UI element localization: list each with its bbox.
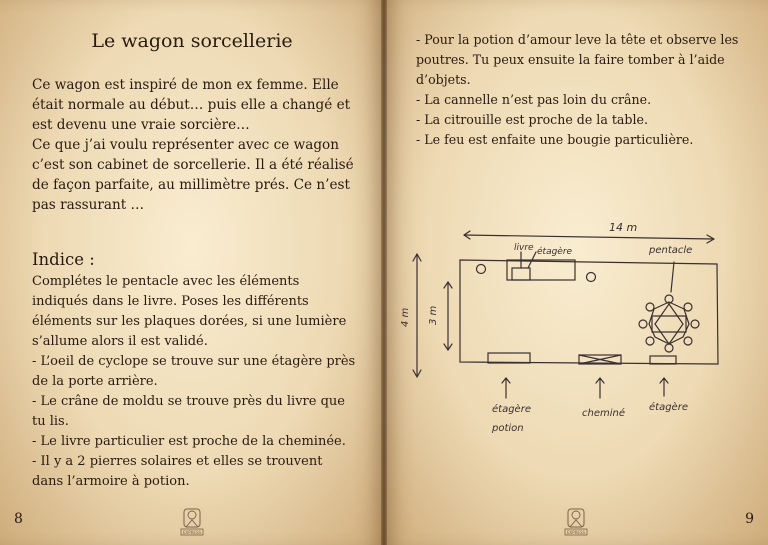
circle-marker <box>477 265 486 274</box>
indice-line: - Le crâne de moldu se trouve près du livre que tu lis. <box>32 394 345 429</box>
logo-text: EXPRESS <box>566 530 586 535</box>
intro-text <box>32 75 362 215</box>
book-gutter <box>381 0 387 545</box>
potion-shelf <box>488 353 530 363</box>
hint-line: - Pour la potion d’amour leve la tête et observe les poutres. Tu peux ensuite la faire tomber à l’aide d’objets. <box>416 32 739 87</box>
cheminee-label: cheminé <box>582 408 625 419</box>
logo-text: EXPRESS <box>182 530 202 535</box>
right-page <box>384 0 768 545</box>
book-shape <box>512 268 530 280</box>
indice-text <box>32 272 357 492</box>
wagon-outline <box>460 260 718 364</box>
etagere-right-label: étagère <box>649 402 688 413</box>
etagere-potion-label: étagère <box>492 404 531 415</box>
intro-paragraph-1: Ce wagon est inspiré de mon ex femme. Elle était normale au début… puis elle a changé et est devenu une vraie sorcière… <box>32 77 351 133</box>
wagon-floor-plan-sketch <box>400 212 749 452</box>
page-number: 8 <box>14 511 23 527</box>
express-logo-icon <box>563 505 589 537</box>
express-logo-icon <box>179 505 205 537</box>
intro-paragraph-2: Ce que j’ai voulu représenter avec ce wagon c’est son cabinet de sorcellerie. Il a été réalisé de façon parfaite, au millimètre prés. Ce n’est pas rassurant … <box>32 137 354 213</box>
circle-marker <box>587 273 596 282</box>
livre-label: livre <box>514 243 534 253</box>
pentacle-label: pentacle <box>649 245 693 256</box>
indice-line: Complétes le pentacle avec les éléments indiqués dans le livre. Poses les différents éléments sur les plaques dorées, si une lumière s’allume alors il est validé. <box>32 274 347 349</box>
top-shelf <box>507 260 575 280</box>
width-outer-label: 4 m <box>400 307 411 327</box>
hint-line: - La citrouille est proche de la table. <box>416 112 648 127</box>
page-title: Le wagon sorcellerie <box>91 30 293 52</box>
indice-heading: Indice : <box>32 250 95 269</box>
potion-label: potion <box>492 423 524 434</box>
indice-line: - L’oeil de cyclope se trouve sur une étagère près de la porte arrière. <box>32 354 356 389</box>
width-inner-label: 3 m <box>428 305 439 325</box>
hint-line: - La cannelle n’est pas loin du crâne. <box>416 92 652 107</box>
indice-line: - Le livre particulier est proche de la cheminée. <box>32 434 346 449</box>
hint-line: - Le feu est enfaite une bougie particulière. <box>416 132 694 147</box>
right-shelf <box>650 356 676 364</box>
length-label: 14 m <box>609 221 638 234</box>
indice-line: - Il y a 2 pierres solaires et elles se trouvent dans l’armoire à potion. <box>32 454 323 489</box>
etagere-top-label: étagère <box>537 247 573 257</box>
hint-list <box>416 30 746 150</box>
pentacle-icon <box>639 295 699 352</box>
length-arrow <box>464 235 714 239</box>
page-number: 9 <box>745 511 754 527</box>
